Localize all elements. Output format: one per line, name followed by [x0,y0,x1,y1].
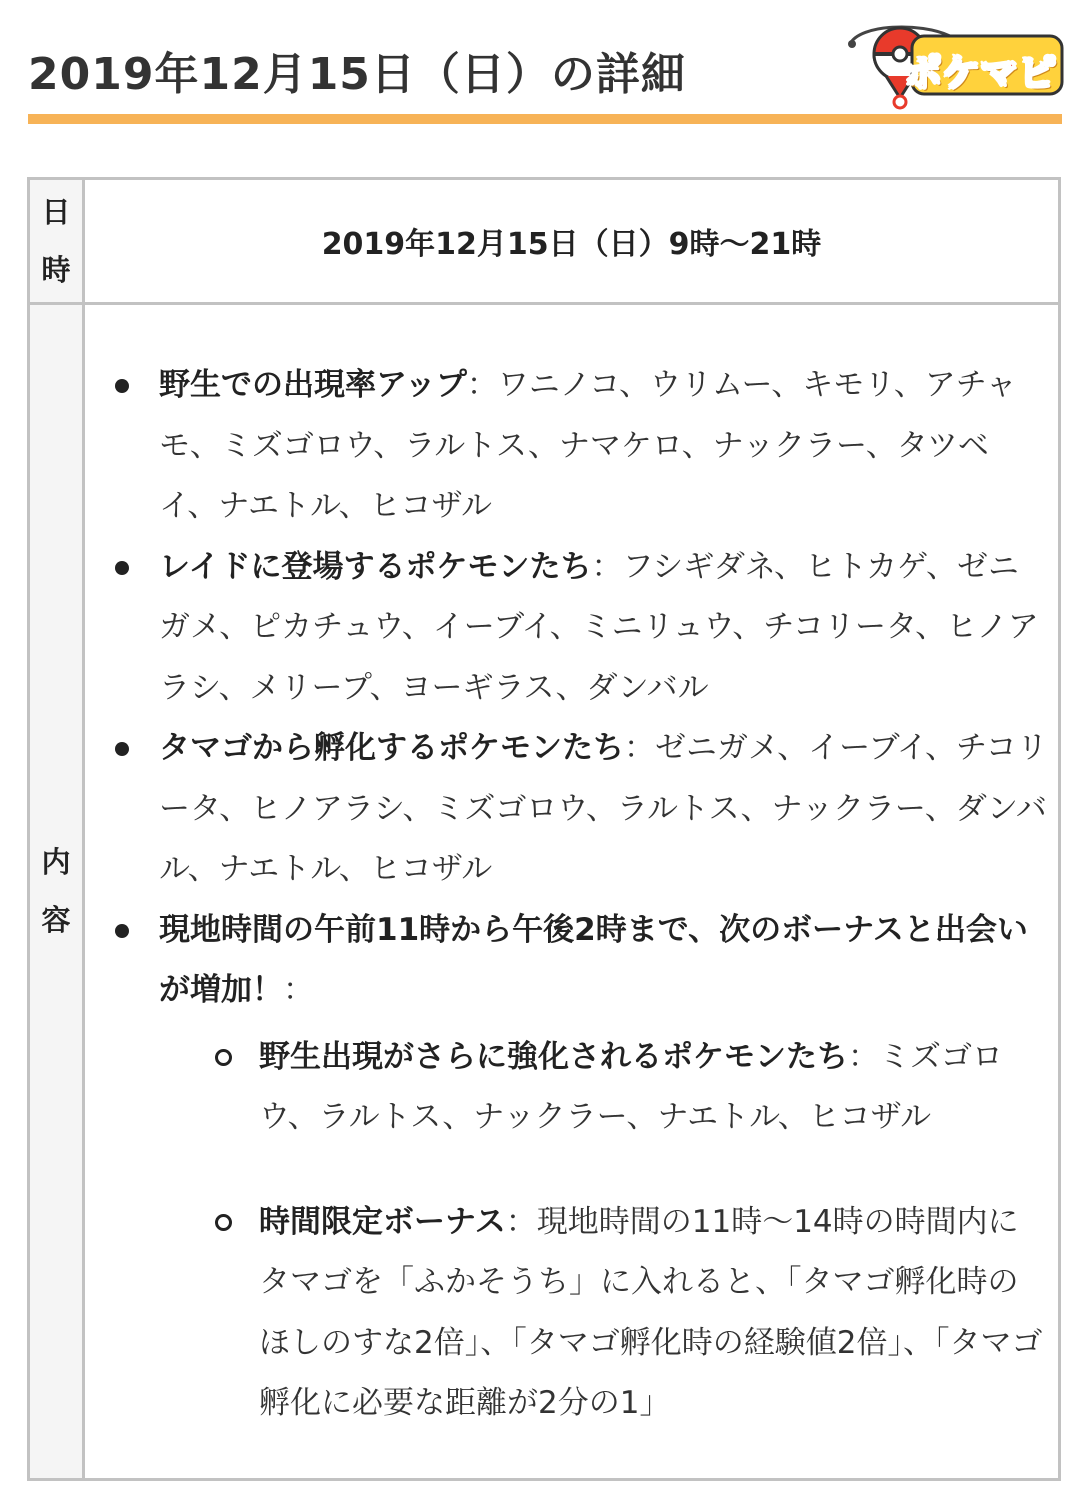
bullet-icon [115,742,129,756]
row-label-datetime [29,179,84,304]
table-row-datetime [29,179,1060,304]
item-text: ：ワニノコ、ウリムー、キモリ、アチャモ、ミズゴロウ、ラルトス、ナマケロ、ナックラー、タツベイ、ナエトル、ヒコザル [159,367,1017,524]
sub-item-title: 時間限定ボーナス [259,1203,506,1240]
list-item [85,355,1058,537]
list-item [85,900,1058,1434]
page-title: 2019年12月15日（日）の詳細 [28,49,686,100]
sub-list-item [159,1192,1048,1434]
label-char: 日 [41,195,71,229]
item-text: ：ゼニガメ、イーブイ、チコリータ、ヒノアラシ、ミズゴロウ、ラルトス、ナックラー、ダンバル、ナエトル、ヒコザル [159,730,1048,887]
circle-bullet-icon [215,1049,232,1066]
sub-list [159,1027,1048,1434]
item-title: レイドに登場するポケモンたち [159,548,592,585]
label-char: 時 [41,253,71,287]
label-char: 内 [41,845,71,880]
title-underline [28,114,1062,124]
logo-text: ポケマピ [904,51,1057,95]
item-text: ： [283,972,314,1008]
sub-item-title: 野生出現がさらに強化されるポケモンたち [259,1038,848,1075]
list-item [85,537,1058,719]
list-item [85,718,1058,900]
item-title: 現地時間の午前11時から午後2時まで、次のボーナスと出会いが増加！ [159,911,1028,1008]
page-header [28,0,1062,126]
item-title: タマゴから孵化するポケモンたち [159,730,624,766]
row-label-content [29,304,84,1480]
item-title: 野生での出現率アップ [159,367,467,403]
sub-item-text: ：ミズゴロウ、ラルトス、ナックラー、ナエトル、ヒコザル [259,1038,1003,1135]
item-text: ：フシギダネ、ヒトカゲ、ゼニガメ、ピカチュウ、イーブイ、ミニリュウ、チコリータ、ヒノアラシ、メリープ、ヨーギラス、ダンバル [159,548,1039,706]
label-char: 容 [41,903,71,938]
event-content [84,304,1060,1480]
table-row-content [29,304,1060,1480]
circle-bullet-icon [215,1214,232,1231]
bullet-icon [115,561,129,575]
sub-list-item [159,1027,1048,1148]
content-list [85,355,1058,1434]
event-detail-table [27,177,1061,1481]
event-datetime: 2019年12月15日（日）9時〜21時 [84,179,1060,304]
bullet-icon [115,924,129,938]
bullet-icon [115,379,129,393]
site-logo[interactable] [840,14,1070,110]
sub-item-text: ：現地時間の11時〜14時の時間内にタマゴを「ふかそうち」に入れると、「タマゴ孵化時のほしのすな2倍」、「タマゴ孵化時の経験値2倍」、「タマゴ孵化に必要な距離が2分の1」 [259,1203,1043,1421]
